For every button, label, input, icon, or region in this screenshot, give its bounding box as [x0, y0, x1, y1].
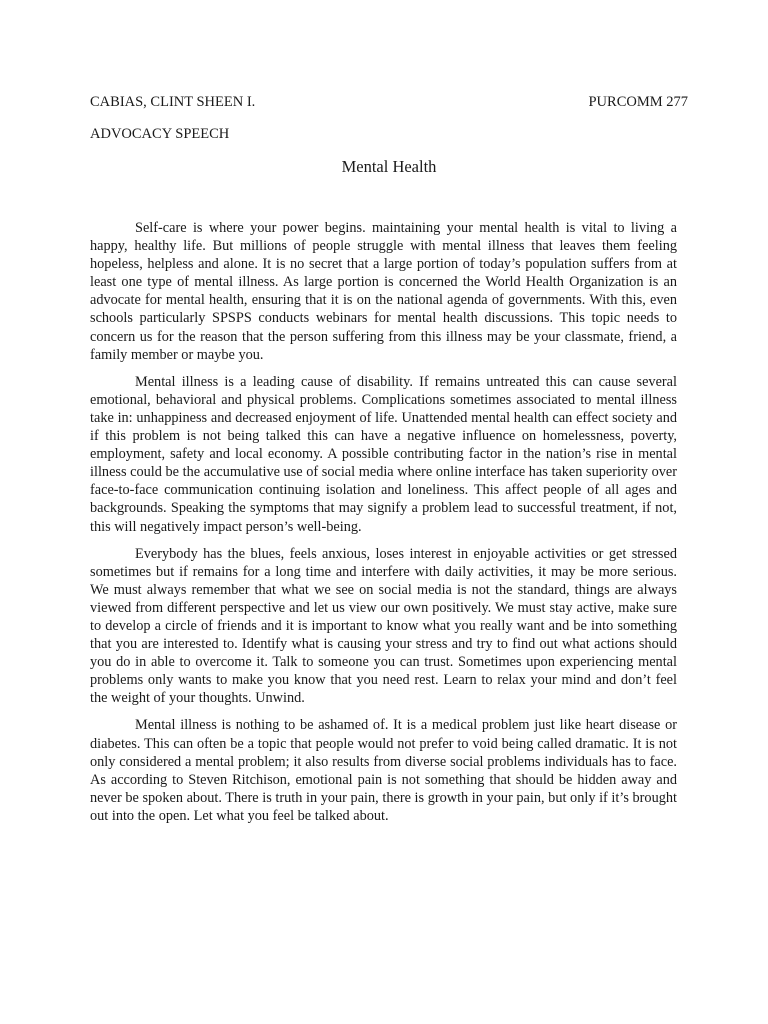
- paragraph-3: Everybody has the blues, feels anxious, loses interest in enjoyable activities or get stressed sometimes but if remains for a long time and interfere with daily activities, it may be more serious. We must always remember that what we see on social media is not the standard, things are always viewed from different perspective and let us view our own positively. We must stay active, make sure to develop a circle of friends and it is important to know what you really want and be into something that you are interested to. Identify what is causing your stress and try to find out what actions should you do in able to overcome it. Talk to someone you can trust. Sometimes upon experiencing mental problems only wants to make you know that you need rest. Learn to relax your mind and don’t feel the weight of your thoughts. Unwind.: [90, 545, 677, 707]
- header-row: [90, 92, 688, 112]
- paragraph-1: Self-care is where your power begins. maintaining your mental health is vital to living a happy, healthy life. But millions of people struggle with mental illness that leaves them feeling hopeless, helpless and alone. It is no secret that a large portion of today’s population suffers from at least one type of mental illness. As large portion is concerned the World Health Organization is an advocate for mental health, ensuring that it is on the national agenda of governments. With this, even schools particularly SPSPS conducts webinars for mental health discussions. This topic needs to concern us for the reason that the person suffering from this illness may be your classmate, friend, a family member or maybe you.: [90, 220, 677, 363]
- author-name: CABIAS, CLINT SHEEN I.: [90, 94, 256, 110]
- document-type: ADVOCACY SPEECH: [90, 126, 230, 142]
- paragraph-2: Mental illness is a leading cause of disability. If remains untreated this can cause several emotional, behavioral and physical problems. Complications sometimes associated to mental illness take in: unhappiness and decreased enjoyment of life. Unattended mental health can effect society and if this problem is not being talked this can have a negative influence on homelessness, poverty, employment, safety and local economy. A possible contributing factor in the nation’s rise in mental illness could be the accumulative use of social media where online interface has taken superiority over face-to-face communication continuing isolation and loneliness. This affect people of all ages and backgrounds. Speaking the symptoms that may signify a problem lead to successful treatment, if not, this will negatively impact person’s well-being.: [90, 373, 677, 535]
- document-body: [90, 219, 677, 834]
- course-code: PURCOMM 277: [588, 94, 688, 110]
- paragraph-4: Mental illness is nothing to be ashamed of. It is a medical problem just like heart disease or diabetes. This can often be a topic that people would not prefer to void being called dramatic. It is not only considered a mental problem; it also results from diverse social problems individuals has to face. As according to Steven Ritchison, emotional pain is not something that should be hidden away and never be spoken about. There is truth in your pain, there is growth in your pain, but only if it’s brought out into the open. Let what you feel be talked about.: [90, 717, 677, 824]
- document-title: Mental Health: [341, 157, 437, 176]
